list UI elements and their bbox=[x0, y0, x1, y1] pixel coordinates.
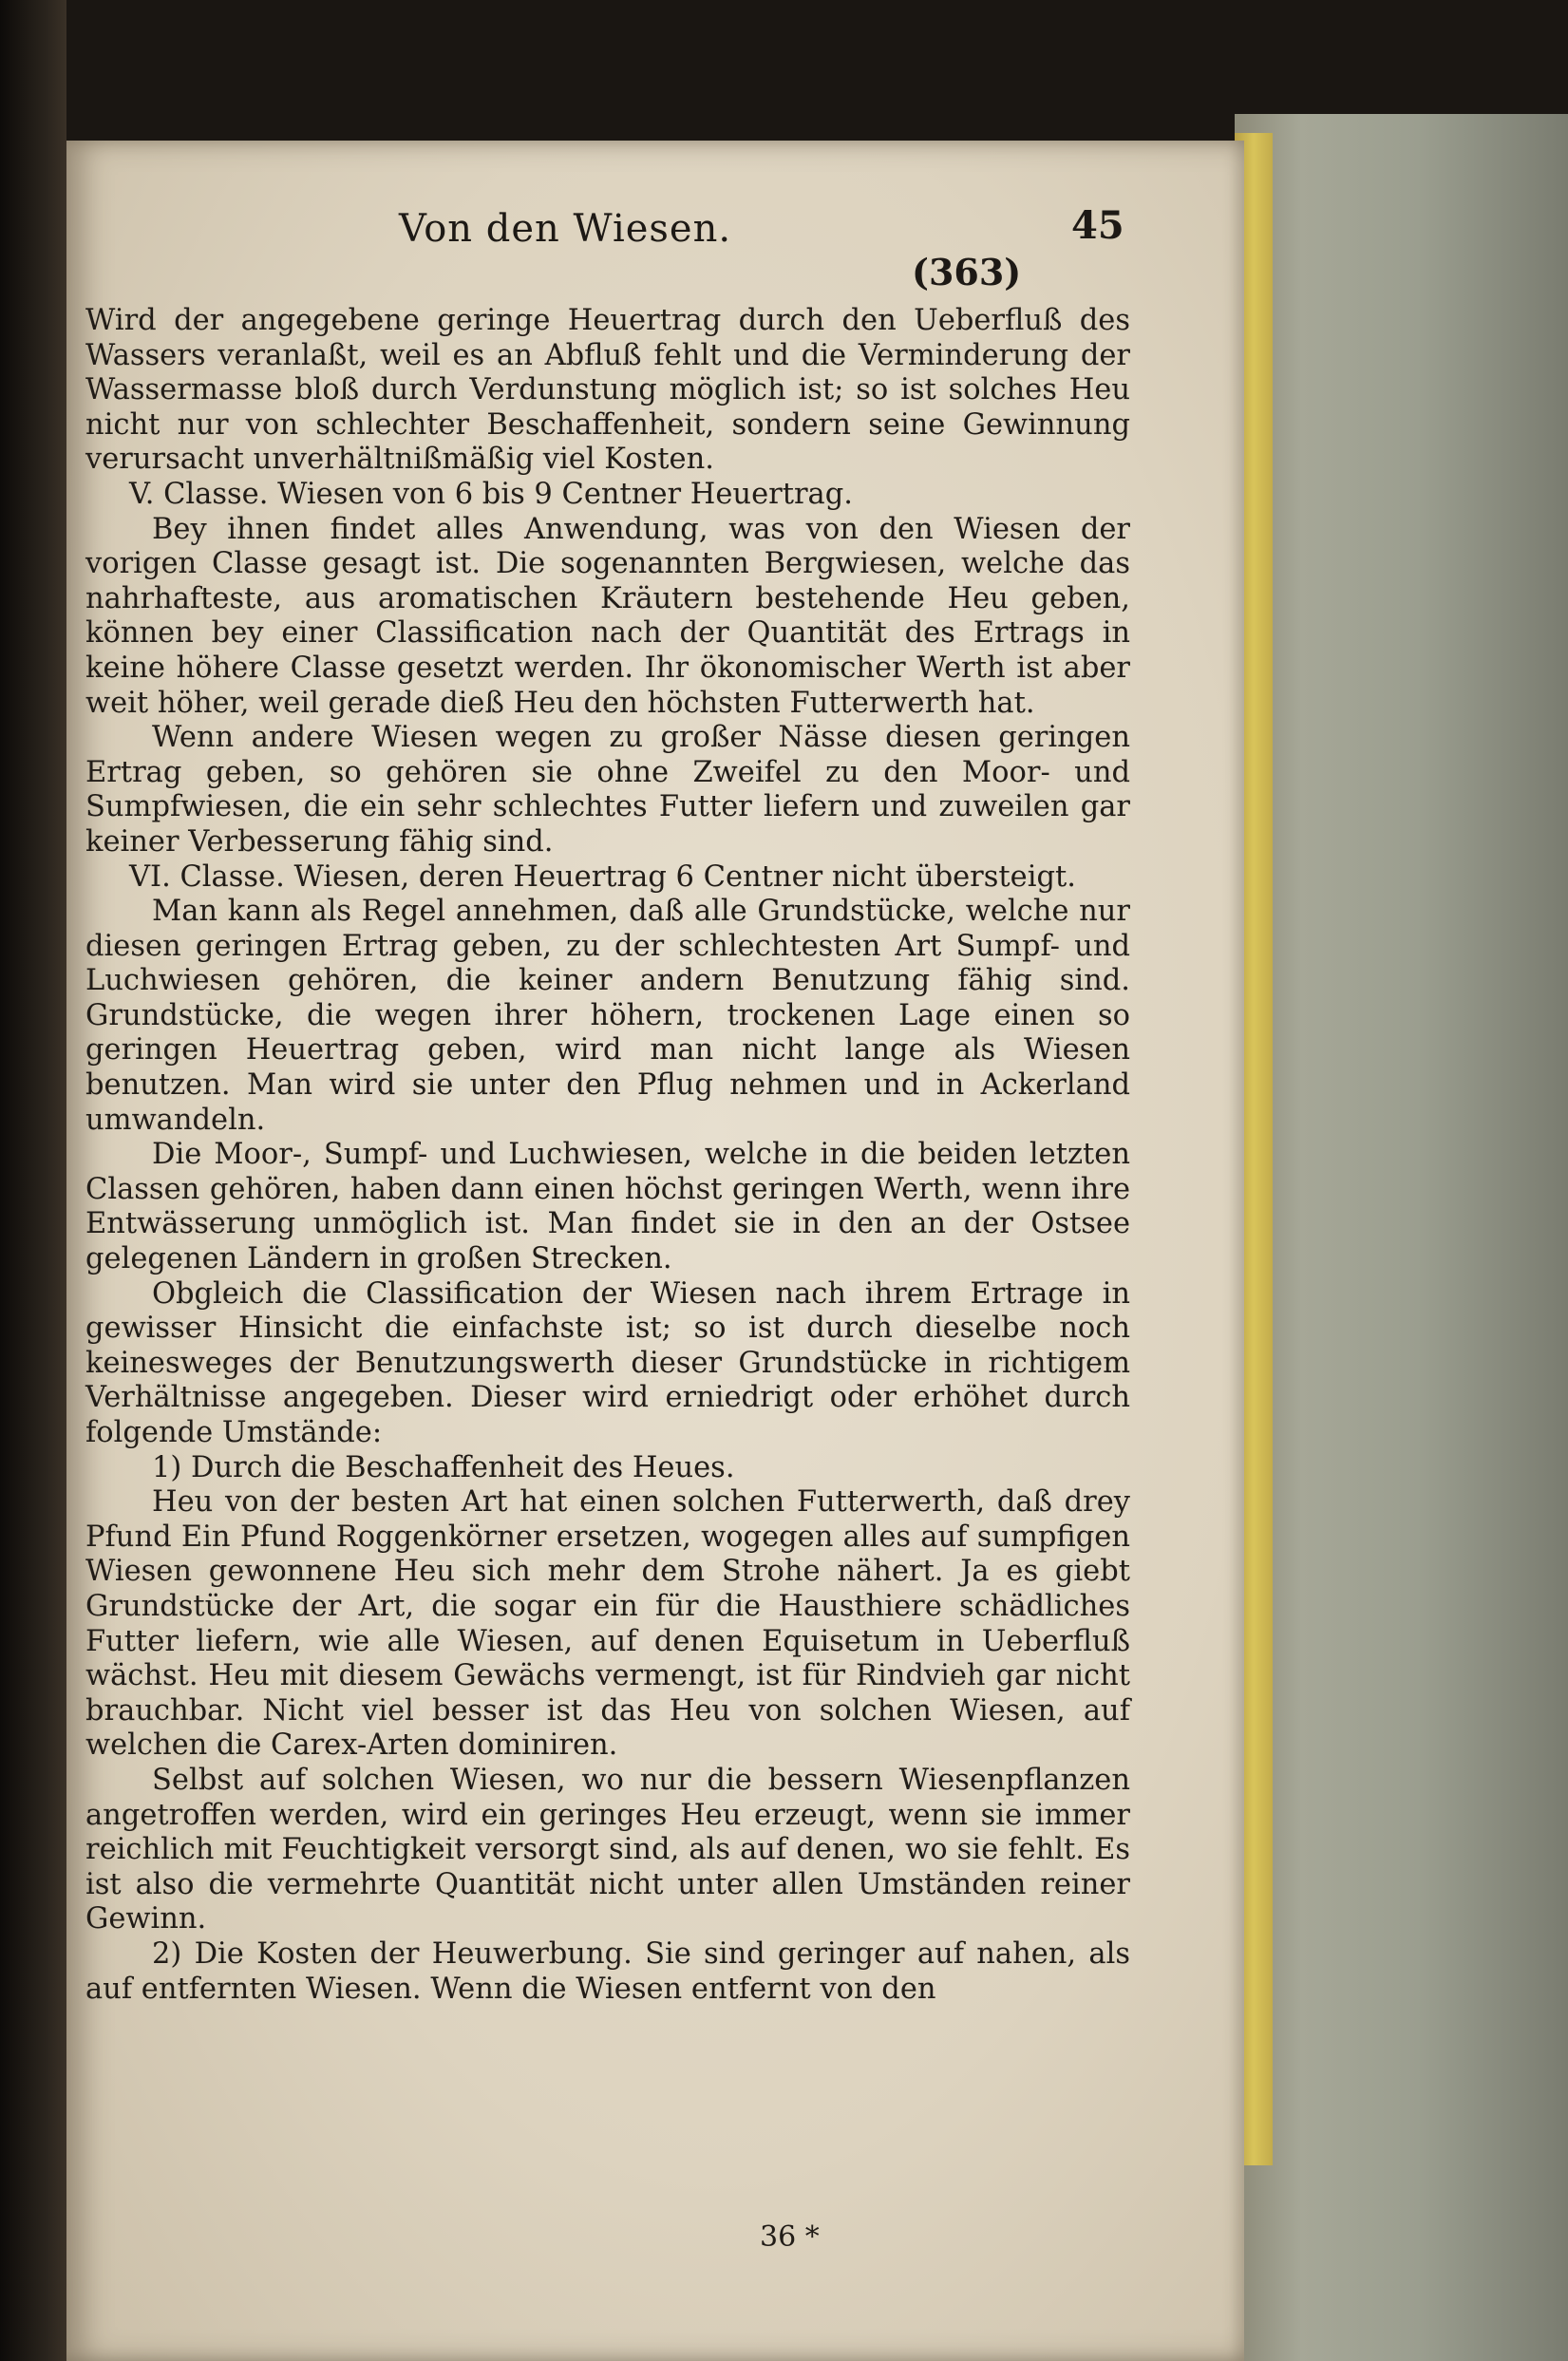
section-heading: VI. Classe. Wiesen, deren Heuertrag 6 Centner nicht übersteigt. bbox=[129, 859, 1076, 894]
paragraph: Wird der angegebene geringe Heuertrag durch den Ueberfluß des Wassers veranlaßt, weil es an Abfluß fehlt und die Verminderung der Wassermasse bloß durch Verdunstung möglich ist; so ist solches Heu nicht nur von schlechter Beschaffenheit, sondern seine Gewinnung verursacht unverhältnißmäßig viel Kosten. bbox=[85, 304, 1130, 477]
paragraph: Wenn andere Wiesen wegen zu großer Nässe diesen geringen Ertrag geben, so gehören sie ohne Zweifel zu den Moor- und Sumpfwiesen, die ein sehr schlechtes Futter liefern und zuweilen gar keiner Verbesserung fähig sind. bbox=[85, 721, 1130, 859]
section-heading: V. Classe. Wiesen von 6 bis 9 Centner Heuertrag. bbox=[129, 477, 853, 511]
signature-mark: 36 * bbox=[760, 2220, 820, 2254]
book-page bbox=[66, 141, 1244, 2361]
body-text bbox=[85, 304, 1130, 2007]
paragraph: 2) Die Kosten der Heuwerbung. Sie sind geringer auf nahen, als auf entfernten Wiesen. Wenn die Wiesen entfernt von den bbox=[85, 1936, 1130, 2006]
page-number: 45 bbox=[1071, 203, 1124, 248]
page-edge-stack bbox=[1235, 114, 1568, 2361]
paragraph: Man kann als Regel annehmen, daß alle Grundstücke, welche nur diesen geringen Ertrag geben, zu der schlechtesten Art Sumpf- und Luchwiesen gehören, die keiner andern Benutzung fähig sind. Grundstücke, die wegen ihrer höhern, trockenen Lage einen so geringen Heuertrag geben, wird man nicht lange als Wiesen benutzen. Man wird sie unter den Pflug nehmen und in Ackerland umwandeln. bbox=[85, 895, 1130, 1137]
running-head: Von den Wiesen. bbox=[399, 207, 732, 251]
paragraph: Heu von der besten Art hat einen solchen Futterwerth, daß drey Pfund Ein Pfund Roggenkörner ersetzen, wogegen alles auf sumpfigen Wiesen gewonnene Heu sich mehr dem Strohe nähert. Ja es giebt Grundstücke der Art, die sogar ein für die Hausthiere schädliches Futter liefern, wie alle Wiesen, auf denen Equisetum in Ueberfluß wächst. Heu mit diesem Gewächs vermengt, ist für Rindvieh gar nicht brauchbar. Nicht viel besser ist das Heu von solchen Wiesen, auf welchen die Carex-Arten dominiren. bbox=[85, 1485, 1130, 1763]
book-binding bbox=[0, 0, 66, 2361]
paragraph: Die Moor-, Sumpf- und Luchwiesen, welche in die beiden letzten Classen gehören, haben dann einen höchst geringen Werth, wenn ihre Entwässerung unmöglich ist. Man findet sie in den an der Ostsee gelegenen Ländern in großen Strecken. bbox=[85, 1138, 1130, 1276]
paragraph: Bey ihnen findet alles Anwendung, was von den Wiesen der vorigen Classe gesagt ist. Die sogenannten Bergwiesen, welche das nahrhafteste, aus aromatischen Kräutern bestehende Heu geben, können bey einer Classification nach der Quantität des Ertrags in keine höhere Classe gesetzt werden. Ihr ökonomischer Werth ist aber weit höher, weil gerade dieß Heu den höchsten Futterwerth hat. bbox=[85, 512, 1130, 720]
paragraph: Obgleich die Classification der Wiesen nach ihrem Ertrage in gewisser Hinsicht die einfachste ist; so ist durch dieselbe noch keinesweges der Benutzungswerth dieser Grundstücke in richtigem Verhältnisse angegeben. Dieser wird erniedrigt oder erhöhet durch folgende Umstände: bbox=[85, 1276, 1130, 1449]
paragraph: 1) Durch die Beschaffenheit des Heues. bbox=[152, 1450, 735, 1484]
paragraph: Selbst auf solchen Wiesen, wo nur die bessern Wiesenpflanzen angetroffen werden, wird ein geringes Heu erzeugt, wenn sie immer reichlich mit Feuchtigkeit versorgt sind, als auf denen, wo sie fehlt. Es ist also die vermehrte Quantität nicht unter allen Umständen reiner Gewinn. bbox=[85, 1763, 1130, 1936]
original-page-number: (363) bbox=[912, 251, 1022, 293]
